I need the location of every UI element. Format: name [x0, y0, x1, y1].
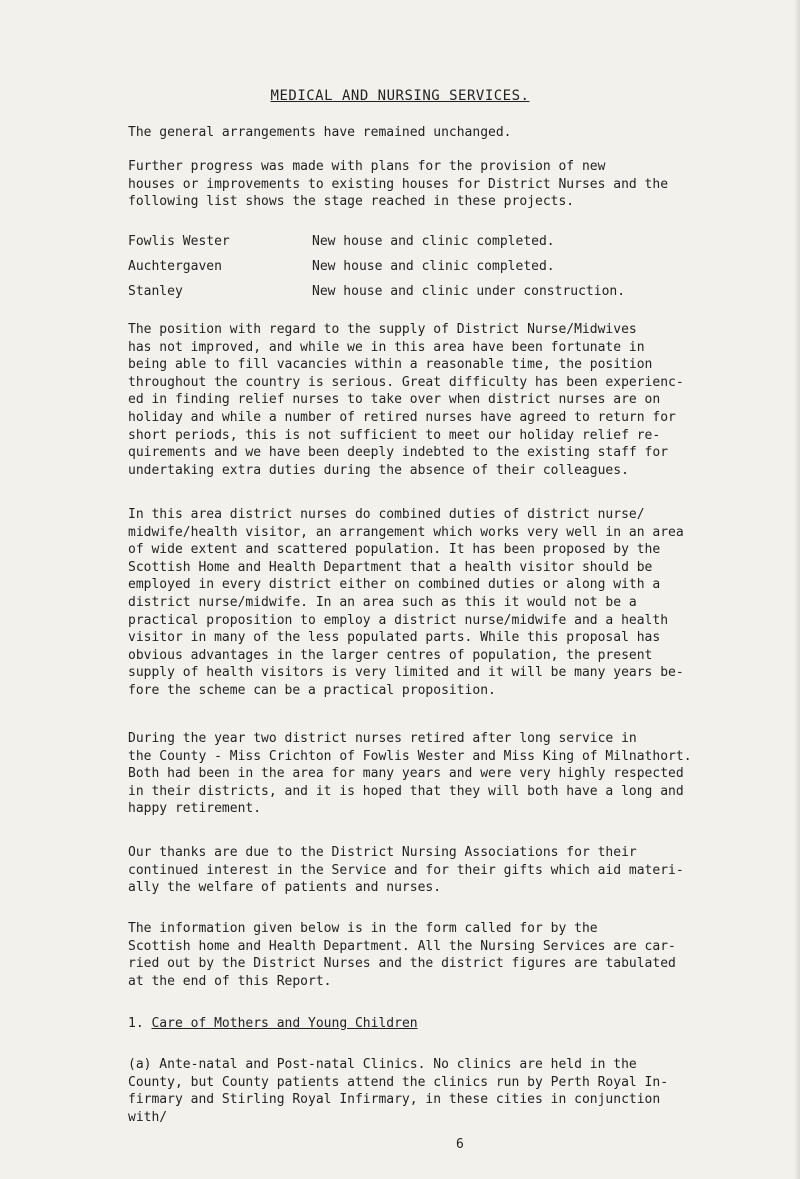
section-number: 1.: [128, 1016, 144, 1031]
paragraph-progress: Further progress was made with plans for the provision of new houses or improvements to existing houses for District Nurses and the following list shows the stage reached in these projects.: [128, 159, 669, 210]
project-place: Auchtergaven: [128, 259, 222, 274]
project-row: [128, 284, 625, 309]
paragraph-combined-duties: In this area district nurses do combined duties of district nurse/ midwife/health visitor, an arrangement which works very well in an area of wide extent and scattered population. It has been proposed by the Scottish Home and Health Department that a health visitor should be employed in every district either on combined duties or along with a district nurse/midwife. In an area such as this it would not be a practical proposition to employ a district nurse/midwife and a health visitor in many of the less populated parts. While this proposal has obvious advantages in the larger centres of population, the present supply of health visitors is very limited and it will be many years be- fore the scheme can be a practical proposition.: [128, 507, 684, 698]
project-status: New house and clinic under construction.: [312, 284, 626, 299]
page-heading: MEDICAL AND NURSING SERVICES.: [270, 88, 530, 104]
project-row: [128, 259, 625, 284]
paragraph-thanks: Our thanks are due to the District Nursing Associations for their continued interest in the Service and for their gifts which aid materi- ally the welfare of patients and nurses.: [128, 845, 684, 896]
section-title: Care of Mothers and Young Children: [151, 1016, 418, 1031]
paragraph-retirements: During the year two district nurses retired after long service in the County - Miss Crichton of Fowlis Wester and Miss King of Milnathort. Both had been in the area for many years and were very highly respected in their districts, and it is hoped that they will both have a long and happy retirement.: [128, 731, 692, 817]
paragraph-general: The general arrangements have remained unchanged.: [128, 125, 512, 140]
project-place: Fowlis Wester: [128, 234, 230, 249]
project-status: New house and clinic completed.: [312, 259, 555, 274]
projects-list: [128, 234, 625, 309]
page-edge-shadow: [794, 0, 800, 1179]
paragraph-information: The information given below is in the form called for by the Scottish home and Health Department. All the Nursing Services are car- ried out by the District Nurses and the district figures are tabulated at the end of this Report.: [128, 921, 676, 989]
page-number: 6: [456, 1137, 464, 1152]
section-heading: [128, 1016, 418, 1031]
project-place: Stanley: [128, 284, 183, 299]
project-row: [128, 234, 625, 259]
project-status: New house and clinic completed.: [312, 234, 555, 249]
paragraph-supply: The position with regard to the supply of District Nurse/Midwives has not improved, and while we in this area have been fortunate in being able to fill vacancies within a reasonable time, the position throughout the country is serious. Great difficulty has been experienc- ed in finding relief nurses to take over when district nurses are on holiday and while a number of retired nurses have agreed to return for short periods, this is not sufficient to meet our holiday relief re- quirements and we have been deeply indebted to the existing staff for undertaking extra duties during the absence of their colleagues.: [128, 322, 684, 478]
paragraph-clinics: (a) Ante-natal and Post-natal Clinics. No clinics are held in the County, but County patients attend the clinics run by Perth Royal In- firmary and Stirling Royal Infirmary, in these cities in conjunction with/: [128, 1057, 669, 1125]
